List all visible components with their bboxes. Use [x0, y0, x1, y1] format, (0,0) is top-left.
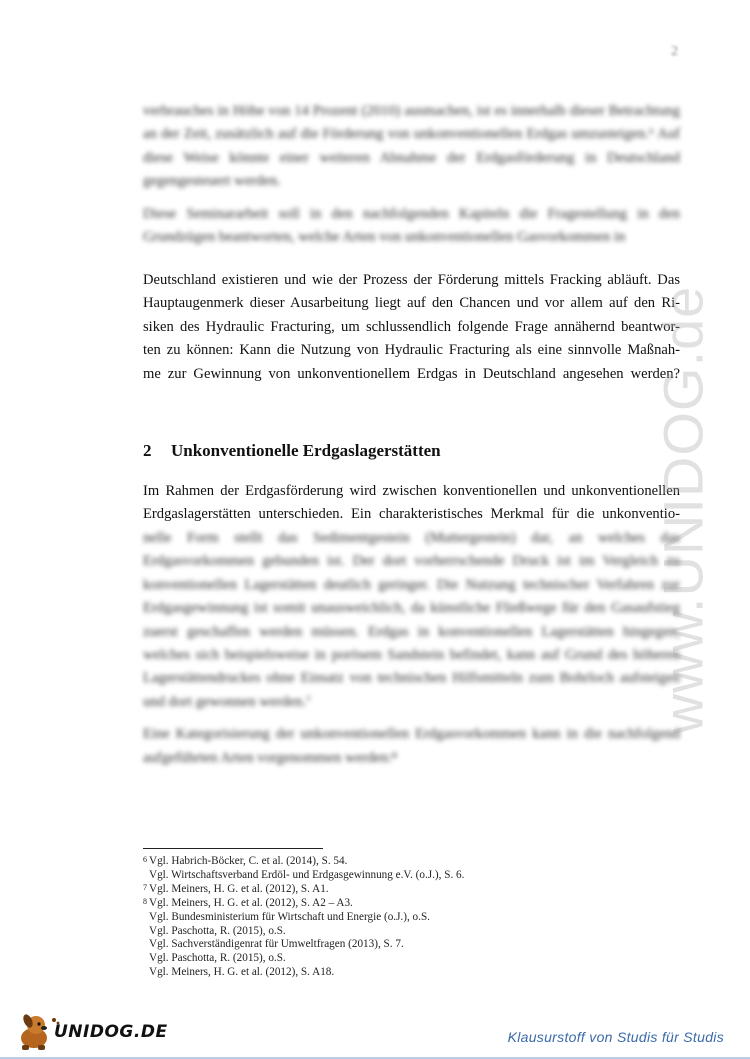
- footnote: [143, 883, 663, 897]
- text-line: me zur Gewinnung von unkonventionellem Erdgas in Deutschland angesehen werden?: [143, 365, 680, 382]
- text-line: Im Rahmen der Erdgasförderung wird zwischen konventionellen und unkonventionellen: [143, 483, 680, 499]
- section-blurred-block: [143, 527, 680, 779]
- section-visible-block: [143, 480, 680, 527]
- paragraph: verbrauches in Höhe von 14 Prozent (2010) ausmachen, ist es innerhalb dieser Betrachtung an der Zeit, zusätzlich auf die Förderung von unkonventionellen Erdgas umzusteigen.⁶ Auf diese Weise könnte einer weiteren Abnahme der Erdgasförderung in Deutschland gegengesteuert werden.: [143, 103, 680, 190]
- intro-visible-block: [143, 269, 680, 386]
- intro-blurred-block: [143, 100, 680, 249]
- section-title: Unkonventionelle Erdgaslagerstätten: [171, 441, 441, 460]
- footnote-mark: 7: [143, 882, 147, 892]
- logo-text: UNIDOG.DE: [54, 1022, 168, 1042]
- paragraph: nelle Form stellt das Sedimentgestein (Muttergestein) dar, an welches das Erdgasvorkommen gebunden ist. Der dort vorherrschende Druck ist im Vergleich zu konventionellen Lagerstätten deutlich geringer. Die Nutzung technischer Verfahren zur Erdgasgewinnung ist somit unausweichlich, da künstliche Fließwege für den Gasaufstieg zuerst geschaffen werden müssen. Erdgas in konventionellen Lagerstätten hingegen, welches sich beispielsweise in porösem Sandstein befindet, kann auf Grund des höheren Lagerstättendruckes ohne Einsatz von technischen Hilfsmitteln zum Bohrloch aufsteigen und dort gewonnen werden.⁷: [143, 530, 680, 710]
- tagline: Klausurstoff von Studis für Studis: [507, 1029, 724, 1045]
- footnote-text: Vgl. Wirtschaftsverband Erdöl- und Erdgasgewinnung e.V. (o.J.), S. 6.: [149, 868, 465, 881]
- footnote-mark: 6: [143, 855, 147, 864]
- text-line: siken des Hydraulic Fracturing, um schlussendlich folgende Frage annähernd beantwor-: [143, 318, 680, 335]
- footnote-rule: [143, 848, 323, 849]
- page-number: 2: [671, 44, 678, 59]
- footnote: [143, 869, 663, 883]
- paragraph: Diese Seminararbeit soll in den nachfolgenden Kapiteln die Fragestellung in den Grundzügen beantworten, welche Arten von unkonventionellen Gasvorkommen in: [143, 205, 680, 246]
- footnote-mark: 8: [143, 896, 147, 906]
- footnote: [143, 938, 663, 952]
- text-line: Hauptaugenmerk dieser Ausarbeitung liegt auf den Chancen und vor allem auf den Ri-: [143, 295, 680, 312]
- footnotes: [143, 855, 663, 980]
- paragraph: Eine Kategorisierung der unkonventionellen Erdgasvorkommen kann in die nachfolgend aufgeführten Arten vorgenommen werden:⁸: [143, 726, 680, 766]
- footnote-text: Vgl. Meiners, H. G. et al. (2012), S. A1.: [149, 882, 329, 895]
- text-line: ten zu können: Kann die Nutzung von Hydraulic Fracturing als eine sinnvolle Maßnah-: [143, 342, 680, 359]
- footnote-text: Vgl. Sachverständigenrat für Umweltfragen (2013), S. 7.: [149, 938, 404, 951]
- footnote-text: Vgl. Meiners, H. G. et al. (2012), S. A2 – A3.: [149, 896, 353, 909]
- footnote: [143, 925, 663, 939]
- footnote: [143, 897, 663, 911]
- section-number: 2: [143, 441, 152, 460]
- section-heading: [143, 441, 441, 461]
- footnote-text: Vgl. Bundesministerium für Wirtschaft und Energie (o.J.), o.S.: [149, 910, 430, 923]
- text-line: Deutschland existieren und wie der Prozess der Förderung mittels Fracking abläuft. Das: [143, 272, 680, 288]
- footnote-text: Vgl. Paschotta, R. (2015), o.S.: [149, 924, 286, 937]
- footnote-text: Vgl. Paschotta, R. (2015), o.S.: [149, 952, 286, 965]
- watermark-text: www.UNIDOG.de: [651, 285, 715, 735]
- unidog-logo[interactable]: [14, 1012, 168, 1052]
- footnote-text: Vgl. Habrich-Böcker, C. et al. (2014), S. 54.: [149, 855, 348, 867]
- footnote: [143, 911, 663, 925]
- footnote: [143, 952, 663, 966]
- footnote: [143, 855, 663, 869]
- footnote: [143, 966, 663, 980]
- footnote-text: Vgl. Meiners, H. G. et al. (2012), S. A18.: [149, 966, 335, 979]
- text-line: Erdgaslagerstätten unterschieden. Ein charakteristisches Merkmal für die unkonventio-: [143, 506, 680, 523]
